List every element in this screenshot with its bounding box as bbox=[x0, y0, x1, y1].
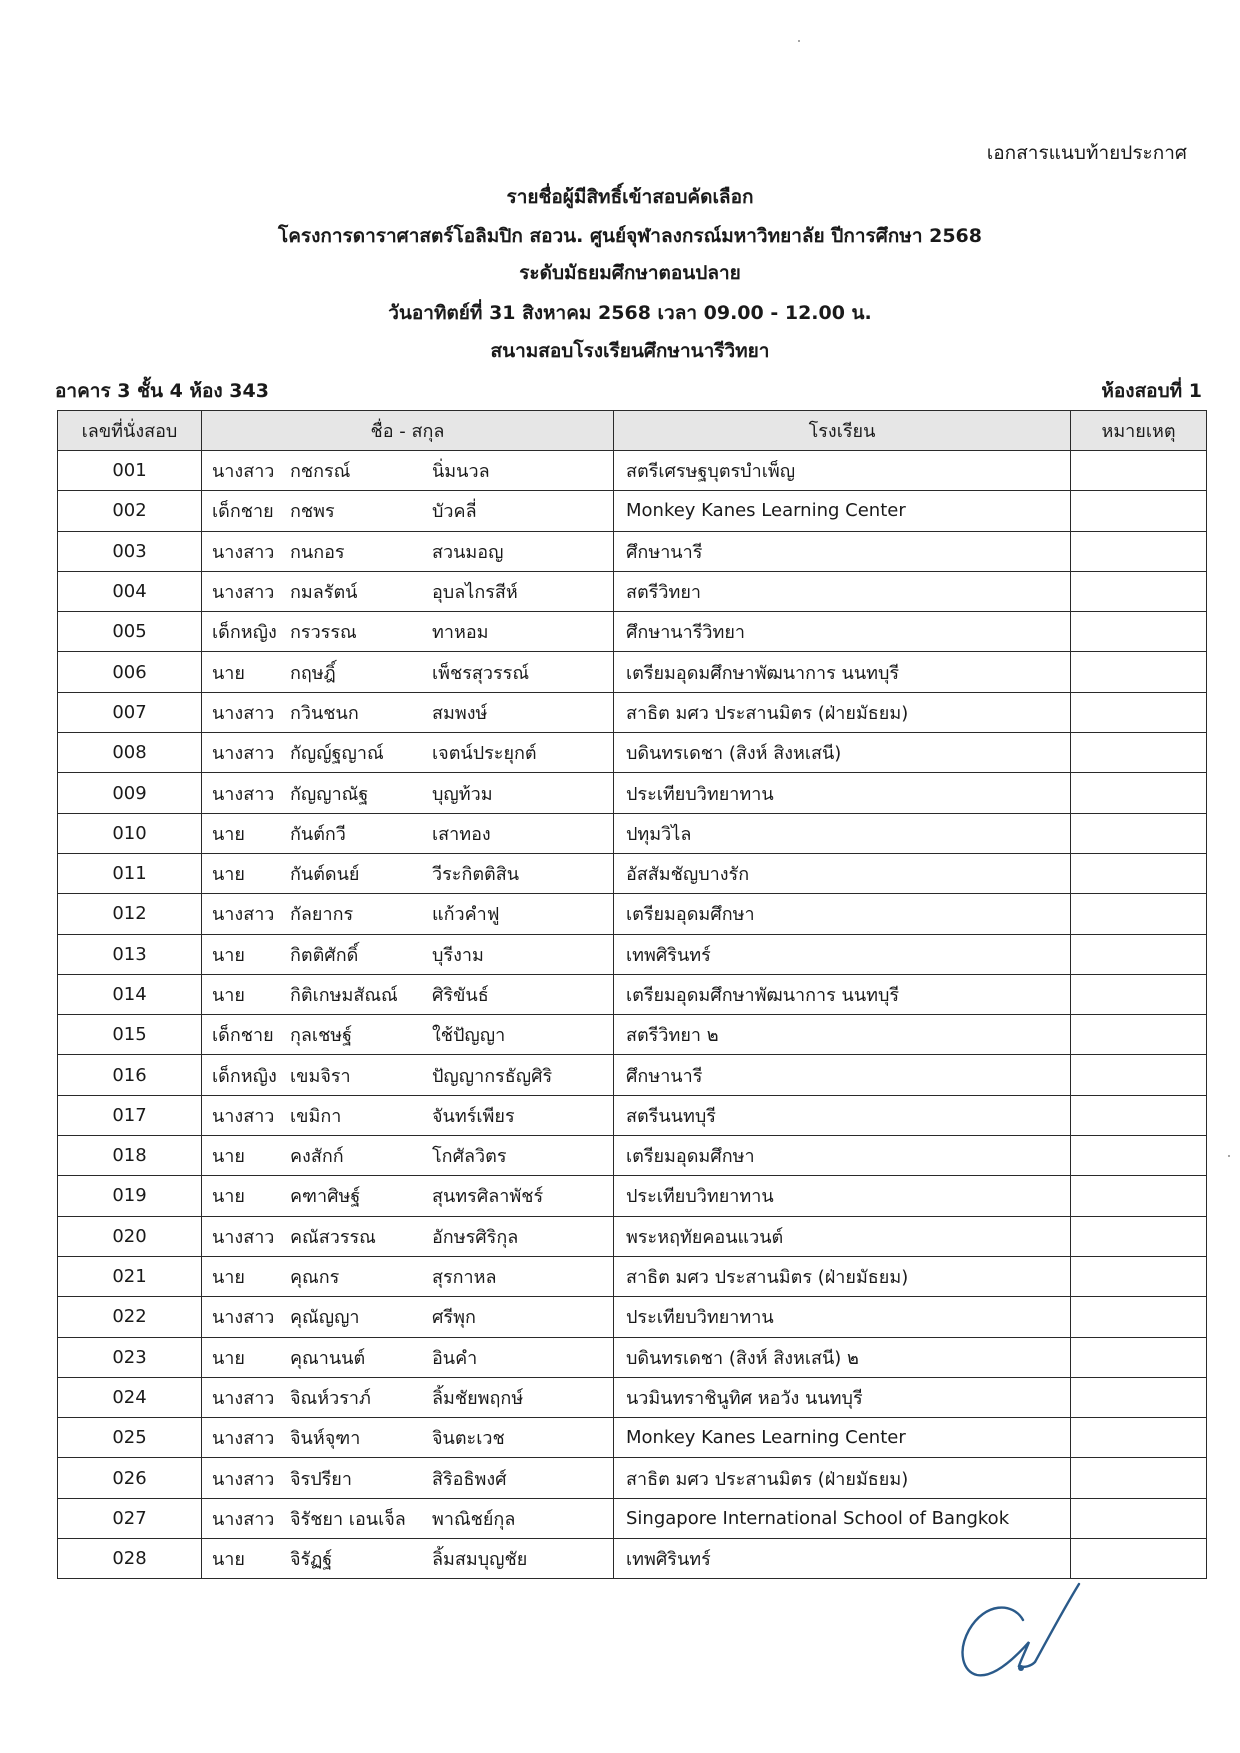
full-name-cell bbox=[202, 652, 614, 692]
last-name: โกศัลวิตร bbox=[432, 1146, 507, 1168]
last-name: บัวคลี่ bbox=[432, 501, 477, 523]
first-name: คงสักก์ bbox=[290, 1146, 344, 1168]
first-name: เขมจิรา bbox=[290, 1065, 351, 1087]
school-name: Singapore International School of Bangkok bbox=[614, 1498, 1071, 1538]
first-name: จินห์จุฑา bbox=[290, 1428, 361, 1450]
seat-number: 028 bbox=[58, 1539, 202, 1579]
last-name: นิ่มนวล bbox=[432, 461, 490, 483]
first-name: กชพร bbox=[290, 501, 335, 523]
first-name: จิณห์วราภ์ bbox=[290, 1387, 371, 1409]
seat-number: 021 bbox=[58, 1256, 202, 1296]
last-name: ลิ้มชัยพฤกษ์ bbox=[432, 1387, 524, 1409]
full-name-cell bbox=[202, 894, 614, 934]
seat-number: 023 bbox=[58, 1337, 202, 1377]
school-name: Monkey Kanes Learning Center bbox=[614, 491, 1071, 531]
name-prefix: นาย bbox=[212, 864, 245, 886]
name-prefix: นางสาว bbox=[212, 1105, 275, 1127]
seat-number: 022 bbox=[58, 1297, 202, 1337]
table-row bbox=[58, 974, 1207, 1014]
remarks-cell bbox=[1071, 1498, 1207, 1538]
last-name: ใช้ปัญญา bbox=[432, 1025, 506, 1047]
first-name: กัญญ์ฐญาณ์ bbox=[290, 743, 384, 765]
table-row bbox=[58, 1377, 1207, 1417]
school-name: ประเทียบวิทยาทาน bbox=[614, 1176, 1071, 1216]
last-name: แก้วคำฟู bbox=[432, 904, 500, 926]
remarks-cell bbox=[1071, 934, 1207, 974]
school-name: สาธิต มศว ประสานมิตร (ฝ่ายมัธยม) bbox=[614, 1458, 1071, 1498]
full-name-cell bbox=[202, 1176, 614, 1216]
remarks-cell bbox=[1071, 1136, 1207, 1176]
name-prefix: นาย bbox=[212, 1146, 245, 1168]
last-name: จินตะเวช bbox=[432, 1428, 505, 1450]
full-name-cell bbox=[202, 934, 614, 974]
name-prefix: นางสาว bbox=[212, 1226, 275, 1248]
school-name: สตรีวิทยา bbox=[614, 571, 1071, 611]
remarks-cell bbox=[1071, 894, 1207, 934]
first-name: คุณัญญา bbox=[290, 1307, 360, 1329]
first-name: จิรปรียา bbox=[290, 1468, 352, 1490]
name-prefix: นาย bbox=[212, 944, 245, 966]
school-name: สาธิต มศว ประสานมิตร (ฝ่ายมัธยม) bbox=[614, 1256, 1071, 1296]
table-row bbox=[58, 1297, 1207, 1337]
first-name: กรวรรณ bbox=[290, 622, 357, 644]
table-row bbox=[58, 571, 1207, 611]
name-prefix: นาย bbox=[212, 823, 245, 845]
table-row bbox=[58, 1055, 1207, 1095]
education-level: ระดับมัธยมศึกษาตอนปลาย bbox=[519, 262, 741, 284]
table-row bbox=[58, 853, 1207, 893]
table-row bbox=[58, 733, 1207, 773]
first-name: คณัสวรรณ bbox=[290, 1226, 376, 1248]
last-name: พาณิชย์กุล bbox=[432, 1508, 516, 1530]
table-row bbox=[58, 813, 1207, 853]
last-name: สุรกาหล bbox=[432, 1267, 497, 1289]
last-name: ทาหอม bbox=[432, 622, 489, 644]
name-prefix: นางสาว bbox=[212, 702, 275, 724]
school-name: Monkey Kanes Learning Center bbox=[614, 1418, 1071, 1458]
table-body bbox=[58, 451, 1207, 1579]
name-prefix: นางสาว bbox=[212, 1387, 275, 1409]
table-row bbox=[58, 773, 1207, 813]
seat-number: 008 bbox=[58, 733, 202, 773]
seat-number: 012 bbox=[58, 894, 202, 934]
remarks-cell bbox=[1071, 813, 1207, 853]
full-name-cell bbox=[202, 1095, 614, 1135]
school-name: บดินทรเดชา (สิงห์ สิงหเสนี) bbox=[614, 733, 1071, 773]
seat-number: 010 bbox=[58, 813, 202, 853]
seat-number: 003 bbox=[58, 531, 202, 571]
seat-number: 001 bbox=[58, 451, 202, 491]
last-name: เพ็ชรสุวรรณ์ bbox=[432, 662, 530, 684]
table-row bbox=[58, 1458, 1207, 1498]
table-row bbox=[58, 491, 1207, 531]
full-name-cell bbox=[202, 1136, 614, 1176]
seat-number: 006 bbox=[58, 652, 202, 692]
first-name: กวินชนก bbox=[290, 702, 359, 724]
school-name: ประเทียบวิทยาทาน bbox=[614, 773, 1071, 813]
school-name: สตรีเศรษฐบุตรบำเพ็ญ bbox=[614, 451, 1071, 491]
last-name: สวนมอญ bbox=[432, 541, 504, 563]
exam-datetime: วันอาทิตย์ที่ 31 สิงหาคม 2568 เวลา 09.00 - 12.00 น. bbox=[388, 302, 872, 324]
seat-number: 007 bbox=[58, 692, 202, 732]
table-row bbox=[58, 1136, 1207, 1176]
seat-number: 005 bbox=[58, 612, 202, 652]
doc-title: รายชื่อผู้มีสิทธิ์เข้าสอบคัดเลือก bbox=[506, 186, 754, 208]
last-name: บุรีงาม bbox=[432, 944, 484, 966]
school-name: พระหฤทัยคอนแวนต์ bbox=[614, 1216, 1071, 1256]
seat-number: 014 bbox=[58, 974, 202, 1014]
last-name: สมพงษ์ bbox=[432, 702, 488, 724]
school-name: ประเทียบวิทยาทาน bbox=[614, 1297, 1071, 1337]
remarks-cell bbox=[1071, 974, 1207, 1014]
remarks-cell bbox=[1071, 451, 1207, 491]
seat-number: 015 bbox=[58, 1015, 202, 1055]
remarks-cell bbox=[1071, 733, 1207, 773]
first-name: คุณานนต์ bbox=[290, 1347, 366, 1369]
remarks-cell bbox=[1071, 773, 1207, 813]
name-prefix: นาย bbox=[212, 1186, 245, 1208]
school-name: ปทุมวิไล bbox=[614, 813, 1071, 853]
remarks-cell bbox=[1071, 1337, 1207, 1377]
scan-speck bbox=[1228, 1155, 1230, 1157]
full-name-cell bbox=[202, 491, 614, 531]
first-name: กัลยากร bbox=[290, 904, 354, 926]
remarks-cell bbox=[1071, 1377, 1207, 1417]
last-name: ปัญญากรธัญศิริ bbox=[432, 1065, 553, 1087]
seat-number: 025 bbox=[58, 1418, 202, 1458]
exam-venue: สนามสอบโรงเรียนศึกษานารีวิทยา bbox=[490, 340, 770, 362]
full-name-cell bbox=[202, 451, 614, 491]
school-name: อัสสัมชัญบางรัก bbox=[614, 853, 1071, 893]
table-row bbox=[58, 1498, 1207, 1538]
header-full-name: ชื่อ - สกุล bbox=[202, 411, 614, 451]
seat-number: 024 bbox=[58, 1377, 202, 1417]
name-prefix: นางสาว bbox=[212, 582, 275, 604]
seat-number: 004 bbox=[58, 571, 202, 611]
full-name-cell bbox=[202, 1216, 614, 1256]
table-row bbox=[58, 894, 1207, 934]
name-prefix: นางสาว bbox=[212, 1428, 275, 1450]
building-room: อาคาร 3 ชั้น 4 ห้อง 343 bbox=[55, 380, 269, 402]
last-name: อุบลไกรสีห์ bbox=[432, 582, 518, 604]
full-name-cell bbox=[202, 974, 614, 1014]
last-name: สิริอธิพงศ์ bbox=[432, 1468, 507, 1490]
name-prefix: นางสาว bbox=[212, 541, 275, 563]
full-name-cell bbox=[202, 1015, 614, 1055]
table-row bbox=[58, 451, 1207, 491]
school-name: ศึกษานารี bbox=[614, 531, 1071, 571]
name-prefix: นางสาว bbox=[212, 461, 275, 483]
last-name: ศิริขันธ์ bbox=[432, 985, 489, 1006]
remarks-cell bbox=[1071, 1539, 1207, 1579]
last-name: วีระกิตติสิน bbox=[432, 864, 520, 886]
remarks-cell bbox=[1071, 531, 1207, 571]
name-prefix: นาย bbox=[212, 985, 245, 1006]
full-name-cell bbox=[202, 1458, 614, 1498]
seat-number: 026 bbox=[58, 1458, 202, 1498]
seat-number: 013 bbox=[58, 934, 202, 974]
school-name: สตรีนนทบุรี bbox=[614, 1095, 1071, 1135]
remarks-cell bbox=[1071, 491, 1207, 531]
scan-speck bbox=[798, 40, 800, 42]
first-name: กชกรณ์ bbox=[290, 461, 351, 483]
school-name: สาธิต มศว ประสานมิตร (ฝ่ายมัธยม) bbox=[614, 692, 1071, 732]
first-name: กุลเชษฐ์ bbox=[290, 1025, 353, 1047]
remarks-cell bbox=[1071, 1176, 1207, 1216]
table-row bbox=[58, 1216, 1207, 1256]
remarks-cell bbox=[1071, 1458, 1207, 1498]
remarks-cell bbox=[1071, 1297, 1207, 1337]
remarks-cell bbox=[1071, 612, 1207, 652]
table-row bbox=[58, 652, 1207, 692]
first-name: กันต์กวี bbox=[290, 823, 346, 845]
first-name: เขมิกา bbox=[290, 1105, 342, 1127]
first-name: กัญญาณัฐ bbox=[290, 783, 369, 805]
full-name-cell bbox=[202, 853, 614, 893]
name-prefix: นาย bbox=[212, 1267, 245, 1289]
full-name-cell bbox=[202, 571, 614, 611]
full-name-cell bbox=[202, 1297, 614, 1337]
table-row bbox=[58, 1176, 1207, 1216]
last-name: บุญท้วม bbox=[432, 783, 493, 805]
name-prefix: เด็กหญิง bbox=[212, 1065, 277, 1087]
school-name: เตรียมอุดมศึกษา bbox=[614, 1136, 1071, 1176]
table-row bbox=[58, 1539, 1207, 1579]
table-row bbox=[58, 1337, 1207, 1377]
name-prefix: นางสาว bbox=[212, 1508, 275, 1530]
signature bbox=[955, 1580, 1095, 1700]
table-row bbox=[58, 612, 1207, 652]
exam-room-number: ห้องสอบที่ 1 bbox=[1101, 380, 1202, 402]
seat-number: 009 bbox=[58, 773, 202, 813]
first-name: กมลรัตน์ bbox=[290, 582, 358, 604]
table-row bbox=[58, 692, 1207, 732]
name-prefix: นางสาว bbox=[212, 1468, 275, 1490]
table-row bbox=[58, 934, 1207, 974]
name-prefix: เด็กชาย bbox=[212, 1025, 274, 1047]
last-name: จันทร์เพียร bbox=[432, 1105, 515, 1127]
last-name: สุนทรศิลาพัชร์ bbox=[432, 1186, 544, 1208]
last-name: ลิ้มสมบุญชัย bbox=[432, 1549, 528, 1571]
first-name: คฑาศิษฐ์ bbox=[290, 1186, 361, 1208]
school-name: บดินทรเดชา (สิงห์ สิงหเสนี) ๒ bbox=[614, 1337, 1071, 1377]
school-name: ศึกษานารี bbox=[614, 1055, 1071, 1095]
full-name-cell bbox=[202, 531, 614, 571]
table-row bbox=[58, 1256, 1207, 1296]
remarks-cell bbox=[1071, 1055, 1207, 1095]
name-prefix: นาย bbox=[212, 662, 245, 684]
attachment-note: เอกสารแนบท้ายประกาศ bbox=[986, 142, 1187, 164]
first-name: กฤษฎิ์ bbox=[290, 662, 336, 684]
table-row bbox=[58, 1418, 1207, 1458]
school-name: นวมินทราชินูทิศ หอวัง นนทบุรี bbox=[614, 1377, 1071, 1417]
remarks-cell bbox=[1071, 1418, 1207, 1458]
first-name: จิรัฏฐ์ bbox=[290, 1549, 333, 1571]
name-prefix: นางสาว bbox=[212, 1307, 275, 1329]
header-remarks: หมายเหตุ bbox=[1071, 411, 1207, 451]
school-name: เตรียมอุดมศึกษาพัฒนาการ นนทบุรี bbox=[614, 974, 1071, 1014]
name-prefix: นางสาว bbox=[212, 783, 275, 805]
first-name: กิตติศักดิ์ bbox=[290, 944, 359, 966]
full-name-cell bbox=[202, 692, 614, 732]
school-name: เตรียมอุดมศึกษาพัฒนาการ นนทบุรี bbox=[614, 652, 1071, 692]
school-name: เตรียมอุดมศึกษา bbox=[614, 894, 1071, 934]
seat-number: 019 bbox=[58, 1176, 202, 1216]
school-name: เทพศิรินทร์ bbox=[614, 1539, 1071, 1579]
seat-number: 011 bbox=[58, 853, 202, 893]
remarks-cell bbox=[1071, 652, 1207, 692]
full-name-cell bbox=[202, 733, 614, 773]
header-school: โรงเรียน bbox=[614, 411, 1071, 451]
school-name: ศึกษานารีวิทยา bbox=[614, 612, 1071, 652]
candidate-table bbox=[57, 410, 1207, 1579]
first-name: กนกอร bbox=[290, 541, 345, 563]
last-name: เสาทอง bbox=[432, 823, 491, 845]
full-name-cell bbox=[202, 1256, 614, 1296]
first-name: จิรัชยา เอนเจ็ล bbox=[290, 1508, 406, 1530]
last-name: อักษรศิริกุล bbox=[432, 1226, 519, 1248]
full-name-cell bbox=[202, 1055, 614, 1095]
table-row bbox=[58, 1015, 1207, 1055]
full-name-cell bbox=[202, 1498, 614, 1538]
seat-number: 020 bbox=[58, 1216, 202, 1256]
full-name-cell bbox=[202, 773, 614, 813]
last-name: อินคำ bbox=[432, 1347, 478, 1369]
name-prefix: เด็กหญิง bbox=[212, 622, 277, 644]
table-row bbox=[58, 531, 1207, 571]
full-name-cell bbox=[202, 612, 614, 652]
full-name-cell bbox=[202, 1377, 614, 1417]
school-name: เทพศิรินทร์ bbox=[614, 934, 1071, 974]
name-prefix: นางสาว bbox=[212, 743, 275, 765]
last-name: เจตน์ประยุกต์ bbox=[432, 743, 537, 765]
seat-number: 002 bbox=[58, 491, 202, 531]
remarks-cell bbox=[1071, 1216, 1207, 1256]
last-name: ศรีพุก bbox=[432, 1307, 476, 1329]
full-name-cell bbox=[202, 813, 614, 853]
remarks-cell bbox=[1071, 692, 1207, 732]
seat-number: 027 bbox=[58, 1498, 202, 1538]
full-name-cell bbox=[202, 1337, 614, 1377]
name-prefix: เด็กชาย bbox=[212, 501, 274, 523]
first-name: คุณกร bbox=[290, 1267, 340, 1289]
school-name: สตรีวิทยา ๒ bbox=[614, 1015, 1071, 1055]
first-name: กันต์ดนย์ bbox=[290, 864, 360, 886]
header-seat-number: เลขที่นั่งสอบ bbox=[58, 411, 202, 451]
table-header-row bbox=[58, 411, 1207, 451]
name-prefix: นางสาว bbox=[212, 904, 275, 926]
full-name-cell bbox=[202, 1418, 614, 1458]
remarks-cell bbox=[1071, 1095, 1207, 1135]
remarks-cell bbox=[1071, 571, 1207, 611]
first-name: กิติเกษมสัณณ์ bbox=[290, 985, 398, 1006]
seat-number: 016 bbox=[58, 1055, 202, 1095]
project-title: โครงการดาราศาสตร์โอลิมปิก สอวน. ศูนย์จุฬาลงกรณ์มหาวิทยาลัย ปีการศึกษา 2568 bbox=[277, 225, 982, 247]
remarks-cell bbox=[1071, 853, 1207, 893]
table-row bbox=[58, 1095, 1207, 1135]
seat-number: 017 bbox=[58, 1095, 202, 1135]
remarks-cell bbox=[1071, 1015, 1207, 1055]
remarks-cell bbox=[1071, 1256, 1207, 1296]
seat-number: 018 bbox=[58, 1136, 202, 1176]
name-prefix: นาย bbox=[212, 1347, 245, 1369]
name-prefix: นาย bbox=[212, 1549, 245, 1571]
full-name-cell bbox=[202, 1539, 614, 1579]
